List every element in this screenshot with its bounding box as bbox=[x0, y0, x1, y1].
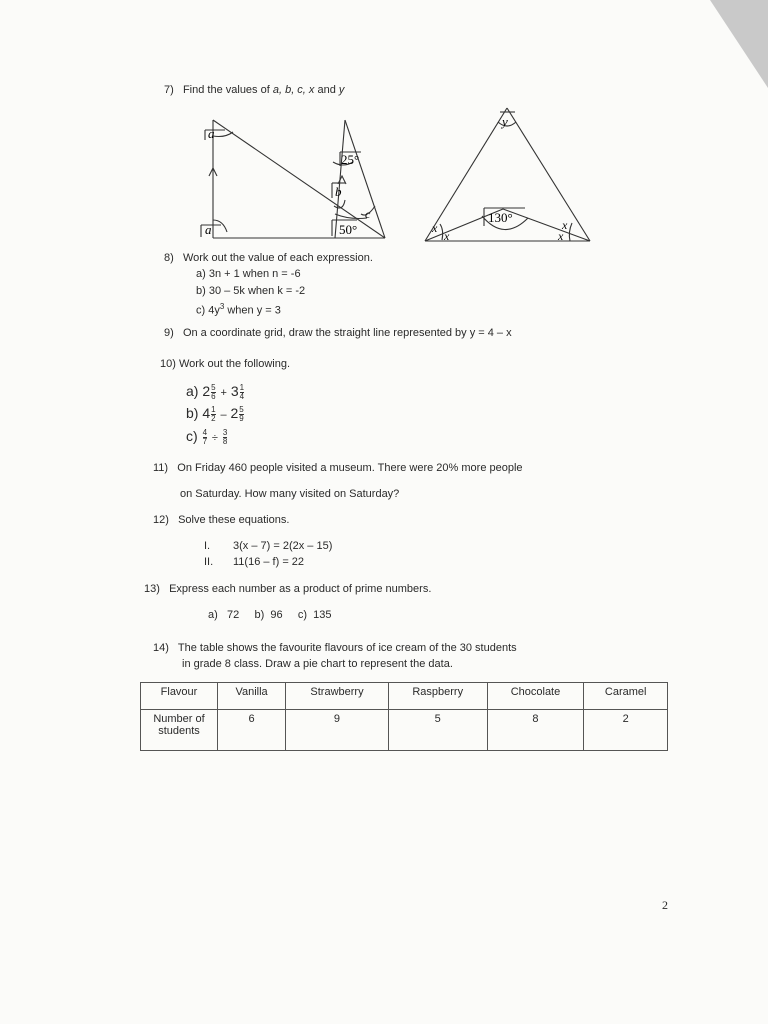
q8-part-c bbox=[196, 302, 281, 317]
q7-number: 7) bbox=[164, 84, 174, 96]
fig2-label-x-left-1: x bbox=[432, 221, 438, 235]
q10-c-op: ÷ bbox=[211, 432, 218, 444]
q8-part-b: b) 30 – 5k when k = -2 bbox=[196, 285, 306, 297]
q10-c-den-1: 7 bbox=[202, 436, 208, 446]
q10-a-num-1: 5 bbox=[211, 382, 216, 392]
question-9 bbox=[164, 327, 512, 339]
question-14 bbox=[153, 642, 517, 654]
q10-c-num-2: 3 bbox=[222, 427, 228, 437]
question-12 bbox=[153, 514, 289, 526]
table-count-raspberry: 5 bbox=[388, 710, 487, 751]
page-number: 2 bbox=[662, 898, 668, 912]
table-row-label bbox=[141, 710, 218, 751]
q10-b-num-1: 1 bbox=[211, 404, 216, 414]
q10-b-op: – bbox=[220, 409, 227, 421]
q10-part-c bbox=[186, 428, 228, 446]
table-row-label-2: students bbox=[158, 725, 200, 737]
q10-part-b bbox=[186, 405, 245, 423]
table-flavour-strawberry: Strawberry bbox=[286, 683, 389, 710]
page-corner-shadow bbox=[700, 0, 768, 90]
q12-i-label: I. bbox=[204, 540, 211, 552]
q10-b-whole-2: 2 bbox=[230, 405, 239, 421]
q7-text: Find the values of bbox=[182, 84, 273, 96]
fig2-label-y: y bbox=[502, 114, 508, 129]
table-row-label-1: Number of bbox=[153, 713, 205, 725]
table-flavour-chocolate: Chocolate bbox=[487, 683, 584, 710]
fig2-label-x-right-1: x bbox=[562, 218, 568, 232]
fig1-label-a-bottom: a bbox=[205, 222, 212, 237]
q10-text: Work out the following. bbox=[178, 358, 291, 370]
question-10 bbox=[160, 358, 290, 370]
q12-ii-label: II. bbox=[204, 556, 214, 568]
q10-b-den-2: 9 bbox=[239, 413, 244, 423]
q8-part-c-exponent: 3 bbox=[219, 302, 225, 311]
q14-line-1: The table shows the favourite flavours of ice cream of the 30 students bbox=[177, 642, 517, 654]
q7-last: y bbox=[338, 84, 345, 96]
q10-a-den-2: 4 bbox=[239, 391, 245, 401]
table-count-strawberry: 9 bbox=[286, 710, 389, 751]
q7-vars: a, b, c, x bbox=[272, 84, 315, 96]
q10-part-a bbox=[186, 383, 245, 401]
q10-a-whole-1: 2 bbox=[202, 383, 211, 399]
table-flavour-vanilla: Vanilla bbox=[218, 683, 286, 710]
fig1-label-a-top: a bbox=[208, 126, 215, 141]
q12-number: 12) bbox=[153, 514, 169, 526]
q8-text: Work out the value of each expression. bbox=[182, 252, 373, 264]
q8-part-a: a) 3n + 1 when n = -6 bbox=[196, 268, 301, 280]
q9-number: 9) bbox=[164, 327, 174, 339]
q12-text: Solve these equations. bbox=[178, 514, 290, 526]
table-flavour-raspberry: Raspberry bbox=[388, 683, 487, 710]
fig1-label-50: 50° bbox=[339, 222, 358, 237]
q8-part-c-pre: c) 4y bbox=[196, 304, 220, 317]
table-header-label: Flavour bbox=[141, 683, 218, 710]
question-11 bbox=[153, 462, 523, 474]
table-data-row bbox=[141, 710, 668, 751]
q10-a-op: + bbox=[220, 387, 227, 399]
table-count-caramel: 2 bbox=[584, 710, 668, 751]
q13-number: 13) bbox=[144, 583, 160, 595]
q10-a-num-2: 1 bbox=[239, 382, 245, 392]
fig2-label-130: 130° bbox=[488, 210, 513, 225]
fig1-label-b: b bbox=[335, 184, 342, 199]
q13-parts: a) 72 b) 96 c) 135 bbox=[208, 609, 332, 621]
fig1-label-25: 25° bbox=[341, 152, 360, 167]
fig2-label-x-left-2: x bbox=[444, 229, 450, 243]
q10-a-whole-2: 3 bbox=[230, 383, 239, 399]
table-count-chocolate: 8 bbox=[487, 710, 584, 751]
q13-text: Express each number as a product of prime numbers. bbox=[169, 583, 432, 595]
fig1-label-c: c bbox=[365, 207, 371, 221]
angle-diagram-triangle bbox=[420, 104, 595, 246]
q14-number: 14) bbox=[153, 642, 169, 654]
table-flavour-caramel: Caramel bbox=[584, 683, 668, 710]
question-8 bbox=[164, 252, 373, 264]
table-header-row bbox=[141, 683, 668, 710]
q7-and: and bbox=[314, 84, 339, 96]
q10-c-den-2: 8 bbox=[222, 436, 228, 446]
q12-i-equation: 3(x – 7) = 2(2x – 15) bbox=[233, 540, 333, 552]
q8-part-c-post: when y = 3 bbox=[224, 304, 281, 317]
table-count-vanilla: 6 bbox=[218, 710, 286, 751]
q11-line-2: on Saturday. How many visited on Saturday? bbox=[180, 488, 400, 500]
ice-cream-table bbox=[140, 682, 668, 751]
q10-c-label: c) bbox=[186, 428, 198, 444]
angle-diagram-parallel bbox=[195, 108, 395, 246]
q8-number: 8) bbox=[164, 252, 174, 264]
q10-number: 10) bbox=[160, 358, 176, 370]
q10-a-den-1: 6 bbox=[211, 391, 216, 401]
q10-a-label: a) bbox=[186, 383, 199, 399]
q10-b-den-1: 2 bbox=[211, 413, 216, 423]
q10-b-num-2: 5 bbox=[239, 404, 244, 414]
q10-c-num-1: 4 bbox=[202, 427, 208, 437]
question-13 bbox=[144, 583, 431, 595]
fig2-label-x-right-2: x bbox=[558, 229, 564, 243]
q9-text: On a coordinate grid, draw the straight line represented by y = 4 – x bbox=[182, 327, 512, 339]
q12-ii-equation: 11(16 – f) = 22 bbox=[233, 556, 305, 568]
question-7 bbox=[164, 84, 344, 96]
q14-line-2: in grade 8 class. Draw a pie chart to represent the data. bbox=[182, 658, 453, 670]
q10-b-whole-1: 4 bbox=[202, 405, 211, 421]
q10-b-label: b) bbox=[186, 405, 199, 421]
q11-line-1: On Friday 460 people visited a museum. There were 20% more people bbox=[177, 462, 523, 474]
q11-number: 11) bbox=[153, 462, 169, 474]
